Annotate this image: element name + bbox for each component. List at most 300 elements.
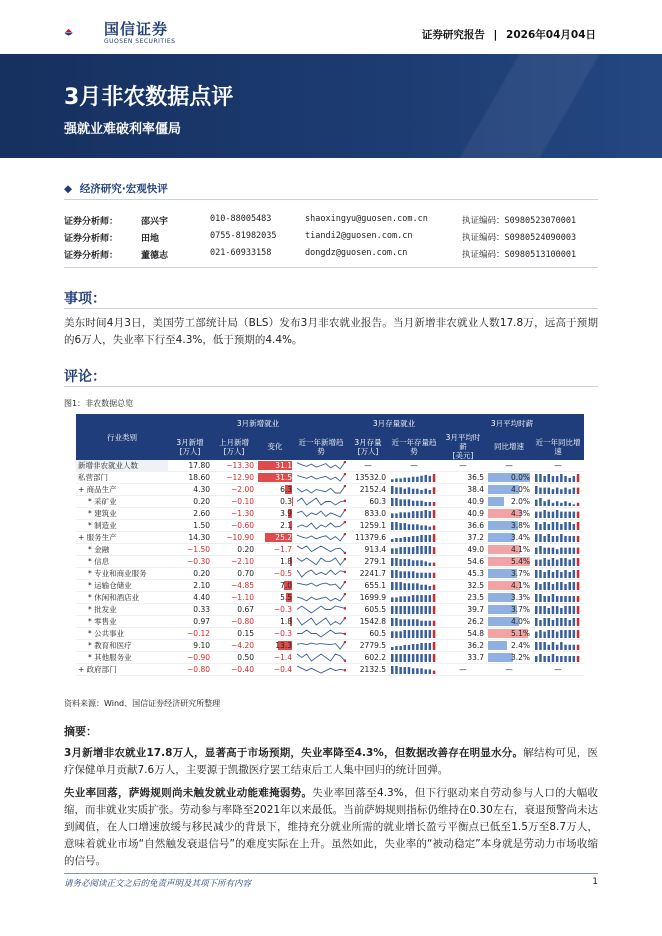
trend-jobs-cell — [294, 604, 348, 616]
trend-stock-sparkbars-bar — [433, 671, 436, 674]
row-category-label: 其他服务业 — [94, 653, 132, 662]
trend-stock-sparkbars-bar — [425, 510, 428, 518]
analyst-name: 田地 — [141, 234, 160, 244]
trend-stock-sparkbars — [390, 617, 438, 626]
analyst-row — [64, 231, 598, 247]
trend-stock-sparkbars-bar — [408, 596, 411, 602]
figure-caption: 图1：非农数据总览 — [64, 399, 134, 408]
row-category-label: 教育和医疗 — [94, 641, 132, 650]
prev-jobs: −12.90 — [212, 472, 256, 484]
trend-yoy-sparkbars-bar — [569, 620, 572, 626]
trend-yoy-cell — [532, 484, 584, 496]
change-value: −1.7 — [273, 545, 292, 554]
trend-yoy-sparkbars-bar — [535, 618, 538, 626]
trend-stock-sparkbars-bar — [391, 539, 394, 542]
trend-jobs-sparkline-last-point — [344, 571, 346, 574]
analyst-email[interactable]: tiandi2@guosen.com.cn — [305, 231, 413, 241]
trend-yoy-sparkbars-bar — [560, 656, 563, 662]
trend-jobs-sparkline-line — [297, 618, 345, 625]
change-cell — [256, 496, 294, 508]
trend-stock-sparkbars-bar — [399, 559, 402, 566]
table-row — [76, 460, 584, 472]
table-row — [76, 568, 584, 580]
stock-jobs: 2241.7 — [348, 568, 388, 580]
prev-jobs: −1.10 — [212, 592, 256, 604]
trend-stock-sparkbars-bar — [395, 666, 398, 674]
sub-bullet-icon: * — [88, 509, 95, 518]
trend-yoy-sparkbars — [534, 653, 582, 662]
trend-yoy-sparkbars-bar — [560, 582, 563, 590]
row-category — [76, 472, 168, 484]
stock-jobs: 913.4 — [348, 544, 388, 556]
row-category-label: 零售业 — [94, 617, 117, 626]
trend-stock-sparkbars-bar — [408, 630, 411, 638]
change-cell — [256, 652, 294, 664]
group-wage: 3月平均时薪 — [440, 414, 584, 433]
sub-bullet-icon: * — [88, 581, 95, 590]
sub-bullet-icon: * — [88, 629, 95, 638]
trend-stock-sparkbars-bar — [425, 489, 428, 494]
trend-yoy-sparkbars-bar — [539, 560, 542, 566]
trend-yoy-sparkbars-bar — [577, 656, 580, 662]
trend-yoy-sparkbars-bar — [543, 632, 546, 638]
summary-p1-bold: 3月新增非农就业17.8万人，显著高于市场预期，失业率降至4.3%，但数据改善存在明显水分。 — [64, 747, 524, 759]
trend-yoy-sparkbars-bar — [564, 476, 567, 482]
trend-stock-sparkbars-bar — [391, 606, 394, 614]
trend-stock-cell — [388, 520, 440, 532]
trend-yoy-sparkbars — [534, 497, 582, 506]
trend-jobs-sparkline-line — [297, 582, 345, 589]
trend-stock-sparkbars-bar — [416, 501, 419, 506]
trend-stock-sparkbars-bar — [395, 631, 398, 638]
trend-yoy-sparkbars-bar — [573, 512, 576, 518]
trend-stock-sparkbars-bar — [433, 594, 436, 602]
yoy-cell — [486, 484, 532, 496]
trend-stock-sparkbars-bar — [420, 606, 423, 614]
row-category — [76, 616, 168, 628]
trend-stock-sparkbars-bar — [416, 546, 419, 554]
yoy-cell — [486, 496, 532, 508]
trend-stock-sparkbars-bar — [404, 489, 407, 494]
stock-jobs: 11379.6 — [348, 532, 388, 544]
trend-yoy-sparkbars-bar — [569, 645, 572, 650]
trend-yoy-sparkbars-bar — [539, 630, 542, 638]
trend-yoy-sparkbars-bar — [548, 500, 551, 506]
row-category-label: 批发业 — [94, 605, 117, 614]
change-cell — [256, 604, 294, 616]
trend-stock-sparkbars-bar — [404, 571, 407, 578]
trend-stock-sparkbars-bar — [416, 630, 419, 638]
trend-stock-sparkbars-bar — [433, 563, 436, 566]
trend-jobs-sparkline-line — [297, 666, 345, 673]
empty-dash: — — [410, 461, 418, 470]
sub-bullet-icon: * — [88, 641, 95, 650]
trend-stock-sparkbars-bar — [395, 487, 398, 494]
trend-jobs-sparkline-line — [297, 462, 345, 469]
trend-jobs-cell — [294, 640, 348, 652]
change-cell — [256, 472, 294, 484]
trend-yoy-sparkbars-bar — [543, 558, 546, 566]
trend-yoy-sparkbars-bar — [573, 476, 576, 482]
change-cell — [256, 628, 294, 640]
analyst-cert: 执证编码：S0980524090003 — [462, 233, 577, 243]
trend-stock-sparkbars-bar — [425, 606, 428, 614]
trend-jobs-cell — [294, 580, 348, 592]
yoy-value: 3.4% — [510, 533, 531, 542]
trend-stock-sparkbars-bar — [412, 595, 415, 602]
trend-yoy-sparkbars-bar — [535, 522, 538, 530]
trend-stock-sparkbars-bar — [429, 669, 432, 674]
trend-yoy-sparkbars-bar — [535, 512, 538, 518]
trend-yoy-sparkbars-bar — [560, 558, 563, 566]
new-jobs: 0.33 — [168, 604, 212, 616]
change-cell — [256, 520, 294, 532]
trend-stock-sparkbars-bar — [416, 583, 419, 590]
trend-yoy-sparkbars-bar — [535, 582, 538, 590]
trend-stock-sparkbars — [390, 497, 438, 506]
row-category — [76, 460, 168, 472]
trend-jobs-cell — [294, 568, 348, 580]
trend-yoy-sparkbars-bar — [552, 654, 555, 662]
trend-stock-sparkbars-bar — [408, 667, 411, 674]
trend-jobs-sparkline — [296, 485, 346, 494]
group-jobs: 3月新增就业 — [168, 414, 348, 433]
trend-stock-sparkbars-bar — [425, 502, 428, 506]
trend-yoy-sparkbars-bar — [577, 570, 580, 578]
trend-jobs-sparkline — [296, 605, 346, 614]
trend-yoy-cell — [532, 520, 584, 532]
trend-yoy-cell — [532, 556, 584, 568]
prev-jobs: 0.70 — [212, 568, 256, 580]
avg-wage: 40.9 — [440, 508, 486, 520]
avg-wage: 45.3 — [440, 568, 486, 580]
trend-jobs-sparkline-line — [297, 630, 345, 637]
new-jobs: −0.30 — [168, 556, 212, 568]
trend-jobs-sparkline — [296, 581, 346, 590]
event-text: 美东时间4月3日，美国劳工部统计局（BLS）发布3月非农就业报告。当月新增非农就业人数17.8万，远高于预期的6万人，失业率下行至4.3%，低于预期的4.4%。 — [64, 317, 598, 346]
analyst-row — [64, 248, 598, 264]
trend-yoy-sparkbars-bar — [539, 654, 542, 662]
col-trend-yoy: 近一年同比增速 — [532, 433, 584, 460]
row-category — [76, 580, 168, 592]
diamond-icon: ◆ — [64, 183, 73, 195]
trend-yoy-sparkbars-bar — [569, 478, 572, 482]
trend-jobs-cell — [294, 652, 348, 664]
group-bullet-icon: + — [78, 665, 87, 674]
trend-stock-sparkbars-bar — [433, 547, 436, 554]
yoy-value: 4.0% — [510, 485, 531, 494]
trend-stock-sparkbars-bar — [395, 654, 398, 662]
trend-yoy-sparkbars-bar — [539, 546, 542, 554]
trend-yoy-cell — [532, 640, 584, 652]
trend-jobs-sparkline — [296, 473, 346, 482]
trend-yoy-sparkbars-bar — [564, 630, 567, 638]
trend-stock-sparkbars-bar — [412, 489, 415, 494]
trend-stock-cell — [388, 532, 440, 544]
yoy-cell — [486, 532, 532, 544]
yoy-value: — — [505, 665, 513, 674]
summary-paragraph-1 — [64, 745, 598, 779]
trend-jobs-cell — [294, 520, 348, 532]
trend-yoy-sparkbars-bar — [556, 618, 559, 626]
trend-stock-sparkbars-bar — [408, 547, 411, 554]
empty-dash: — — [554, 461, 562, 470]
prev-jobs: 0.67 — [212, 604, 256, 616]
trend-stock-sparkbars-bar — [433, 573, 436, 578]
trend-stock-sparkbars-bar — [408, 606, 411, 614]
row-category — [76, 652, 168, 664]
trend-stock-sparkbars-bar — [425, 654, 428, 662]
analyst-email[interactable]: shaoxingyu@guosen.com.cn — [305, 214, 428, 224]
trend-stock-sparkbars-bar — [395, 498, 398, 506]
trend-yoy-sparkbars-bar — [548, 596, 551, 602]
trend-stock-sparkbars-bar — [416, 619, 419, 626]
trend-stock-sparkbars-bar — [429, 511, 432, 518]
footer-divider — [64, 873, 598, 874]
trend-stock-sparkbars-bar — [412, 536, 415, 542]
trend-yoy-sparkbars-bar — [560, 596, 563, 602]
trend-yoy-sparkbars-bar — [543, 656, 546, 662]
avg-wage: 54.8 — [440, 628, 486, 640]
trend-stock-cell — [388, 556, 440, 568]
trend-yoy-sparkbars-bar — [535, 632, 538, 638]
trend-stock-sparkbars-bar — [395, 646, 398, 650]
trend-yoy-sparkbars — [534, 617, 582, 626]
trend-jobs-cell — [294, 556, 348, 568]
trend-stock-sparkbars-bar — [425, 621, 428, 626]
stock-jobs: 655.1 — [348, 580, 388, 592]
trend-stock-sparkbars-bar — [425, 643, 428, 650]
trend-jobs-cell — [294, 532, 348, 544]
change-cell — [256, 460, 294, 472]
stock-jobs: 833.0 — [348, 508, 388, 520]
trend-stock-sparkbars-bar — [399, 606, 402, 614]
row-category — [76, 508, 168, 520]
new-jobs: 18.60 — [168, 472, 212, 484]
trend-jobs-cell — [294, 496, 348, 508]
row-category-label: 建筑业 — [94, 509, 117, 518]
trend-yoy-sparkbars-bar — [543, 522, 546, 530]
trend-stock-sparkbars — [390, 545, 438, 554]
trend-jobs-sparkline-last-point — [344, 607, 346, 610]
stock-jobs: 602.2 — [348, 652, 388, 664]
trend-yoy-sparkbars-bar — [556, 549, 559, 554]
trend-yoy-sparkbars-bar — [548, 656, 551, 662]
trend-yoy-cell — [532, 544, 584, 556]
trend-yoy-sparkbars-bar — [564, 596, 567, 602]
trend-jobs-sparkline — [296, 557, 346, 566]
trend-yoy-sparkbars-bar — [573, 596, 576, 602]
summary-heading: 摘要： — [64, 725, 97, 738]
trend-jobs-sparkline-last-point — [344, 500, 346, 503]
new-jobs: 1.50 — [168, 520, 212, 532]
avg-wage: 39.7 — [440, 604, 486, 616]
trend-yoy-sparkbars-bar — [556, 510, 559, 518]
change-cell — [256, 664, 294, 676]
table-row — [76, 604, 584, 616]
avg-wage: 32.5 — [440, 580, 486, 592]
yoy-fill — [488, 653, 513, 662]
trend-jobs-sparkline — [296, 641, 346, 650]
trend-stock-sparkbars-bar — [416, 477, 419, 482]
change-value: −0.3 — [273, 629, 292, 638]
avg-wage: 36.2 — [440, 640, 486, 652]
footer-disclaimer: 请务必阅读正文之后的免责声明及其项下所有内容 — [64, 879, 252, 889]
row-category — [76, 496, 168, 508]
trend-jobs-sparkline-line — [297, 654, 345, 661]
row-category — [76, 640, 168, 652]
table-row — [76, 472, 584, 484]
trend-yoy-sparkbars-bar — [543, 642, 546, 650]
trend-stock-sparkbars-bar — [433, 621, 436, 626]
trend-yoy-sparkbars-bar — [577, 522, 580, 530]
trend-yoy-sparkbars-bar — [539, 584, 542, 590]
trend-yoy-sparkbars-bar — [552, 522, 555, 530]
prev-jobs: −0.40 — [212, 664, 256, 676]
analyst-email[interactable]: dongdz@guosen.com.cn — [305, 248, 408, 258]
trend-yoy-sparkbars-bar — [564, 645, 567, 650]
trend-stock-sparkbars-bar — [395, 582, 398, 590]
trend-yoy-sparkbars-bar — [560, 474, 563, 482]
trend-jobs-cell — [294, 664, 348, 676]
group-bullet-icon: + — [78, 485, 87, 494]
change-value: 1.8 — [280, 617, 292, 626]
trend-stock-sparkbars-bar — [412, 630, 415, 638]
trend-yoy-sparkbars-bar — [535, 606, 538, 614]
trend-stock-sparkbars-bar — [420, 595, 423, 602]
row-category — [76, 532, 168, 544]
trend-stock-sparkbars-bar — [429, 535, 432, 542]
trend-yoy-cell — [532, 580, 584, 592]
trend-stock-sparkbars-bar — [404, 478, 407, 482]
yoy-cell — [486, 592, 532, 604]
trend-stock-sparkbars-bar — [404, 596, 407, 602]
trend-yoy-sparkbars-bar — [552, 503, 555, 506]
trend-yoy-sparkbars-bar — [535, 570, 538, 578]
analyst-name: 董德志 — [141, 251, 169, 261]
prev-jobs: −2.10 — [212, 556, 256, 568]
trend-yoy-sparkbars-bar — [535, 656, 538, 662]
avg-wage: 49.0 — [440, 544, 486, 556]
trend-stock-sparkbars-bar — [408, 571, 411, 578]
prev-jobs: −0.80 — [212, 616, 256, 628]
trend-stock-sparkbars-bar — [395, 558, 398, 566]
trend-stock-sparkbars-bar — [433, 606, 436, 614]
col-stock: 3月存量 [万人] — [348, 433, 388, 460]
report-date: 2026年04月04日 — [506, 29, 596, 41]
new-jobs: 2.10 — [168, 580, 212, 592]
trend-yoy-sparkbars-bar — [535, 594, 538, 602]
trend-yoy-sparkbars-bar — [573, 536, 576, 542]
sub-bullet-icon: * — [88, 521, 95, 530]
trend-stock-sparkbars-bar — [433, 630, 436, 638]
analyst-label: 证券分析师： — [64, 234, 119, 244]
row-category-label: 私营部门 — [78, 473, 108, 482]
trend-yoy-sparkbars-bar — [560, 618, 563, 626]
trend-yoy-sparkbars-bar — [577, 582, 580, 590]
change-cell — [256, 484, 294, 496]
trend-stock-sparkbars-bar — [404, 619, 407, 626]
change-cell — [256, 544, 294, 556]
trend-stock-sparkbars-bar — [425, 630, 428, 638]
trend-stock-cell — [388, 592, 440, 604]
trend-yoy-sparkbars-bar — [539, 474, 542, 482]
trend-jobs-sparkline — [296, 461, 346, 470]
trend-stock-sparkbars — [390, 653, 438, 662]
avg-wage: — — [440, 664, 486, 676]
sub-bullet-icon: * — [88, 557, 95, 566]
avg-wage: 36.6 — [440, 520, 486, 532]
row-category-label: 新增非农就业人数 — [78, 461, 138, 470]
stock-jobs: 279.1 — [348, 556, 388, 568]
trend-yoy-sparkbars-bar — [535, 560, 538, 566]
trend-jobs-cell — [294, 592, 348, 604]
stock-jobs: 1259.1 — [348, 520, 388, 532]
trend-stock-cell — [388, 604, 440, 616]
trend-stock-sparkbars-bar — [416, 560, 419, 566]
table-row — [76, 592, 584, 604]
trend-stock-sparkbars-bar — [425, 573, 428, 578]
trend-yoy-sparkbars-bar — [577, 618, 580, 626]
trend-yoy-sparkbars-bar — [564, 548, 567, 554]
trend-stock-sparkbars-bar — [399, 571, 402, 578]
stock-jobs: — — [348, 460, 388, 472]
change-value: −0.5 — [273, 569, 292, 578]
trend-stock-sparkbars-bar — [408, 654, 411, 662]
trend-yoy-sparkbars-bar — [569, 489, 572, 494]
trend-yoy-sparkbars — [534, 509, 582, 518]
trend-yoy-cell — [532, 652, 584, 664]
new-jobs: −1.50 — [168, 544, 212, 556]
sub-bullet-icon: * — [88, 545, 95, 554]
summary-p2-bold: 失业率回落，萨姆规则尚未触发就业动能难掩弱势。 — [64, 787, 313, 799]
event-heading: 事项： — [64, 291, 106, 307]
new-jobs: 17.80 — [168, 460, 212, 472]
avg-wage: 54.6 — [440, 556, 486, 568]
row-category — [76, 628, 168, 640]
trend-yoy-cell — [532, 592, 584, 604]
trend-yoy-sparkbars-bar — [552, 642, 555, 650]
trend-yoy-sparkbars-bar — [539, 606, 542, 614]
yoy-value: 4.1% — [510, 581, 531, 590]
trend-stock-sparkbars-bar — [429, 586, 432, 590]
trend-stock-sparkbars-bar — [416, 606, 419, 614]
trend-yoy-sparkbars-bar — [560, 572, 563, 578]
row-category — [76, 484, 168, 496]
trend-yoy-sparkbars-bar — [556, 522, 559, 530]
yoy-cell — [486, 640, 532, 652]
trend-yoy-cell — [532, 496, 584, 508]
trend-stock-sparkbars-bar — [433, 502, 436, 506]
new-jobs: 0.20 — [168, 568, 212, 580]
trend-jobs-sparkline — [296, 533, 346, 542]
trend-yoy-sparkbars-bar — [564, 606, 567, 614]
sub-bullet-icon: * — [88, 605, 95, 614]
trend-yoy-sparkbars-bar — [573, 548, 576, 554]
trend-stock-sparkbars-bar — [420, 654, 423, 662]
avg-wage: 40.9 — [440, 496, 486, 508]
yoy-cell — [486, 520, 532, 532]
logo-subtext: GUOSEN SECURITIES — [104, 38, 176, 45]
trend-yoy-sparkbars-bar — [552, 489, 555, 494]
change-value: 31.1 — [275, 461, 292, 470]
trend-jobs-cell — [294, 472, 348, 484]
sub-bullet-icon: * — [88, 569, 95, 578]
trend-yoy-sparkbars-bar — [560, 608, 563, 614]
trend-stock-sparkbars — [390, 557, 438, 566]
trend-stock-sparkbars — [390, 641, 438, 650]
trend-yoy-sparkbars-bar — [552, 536, 555, 542]
